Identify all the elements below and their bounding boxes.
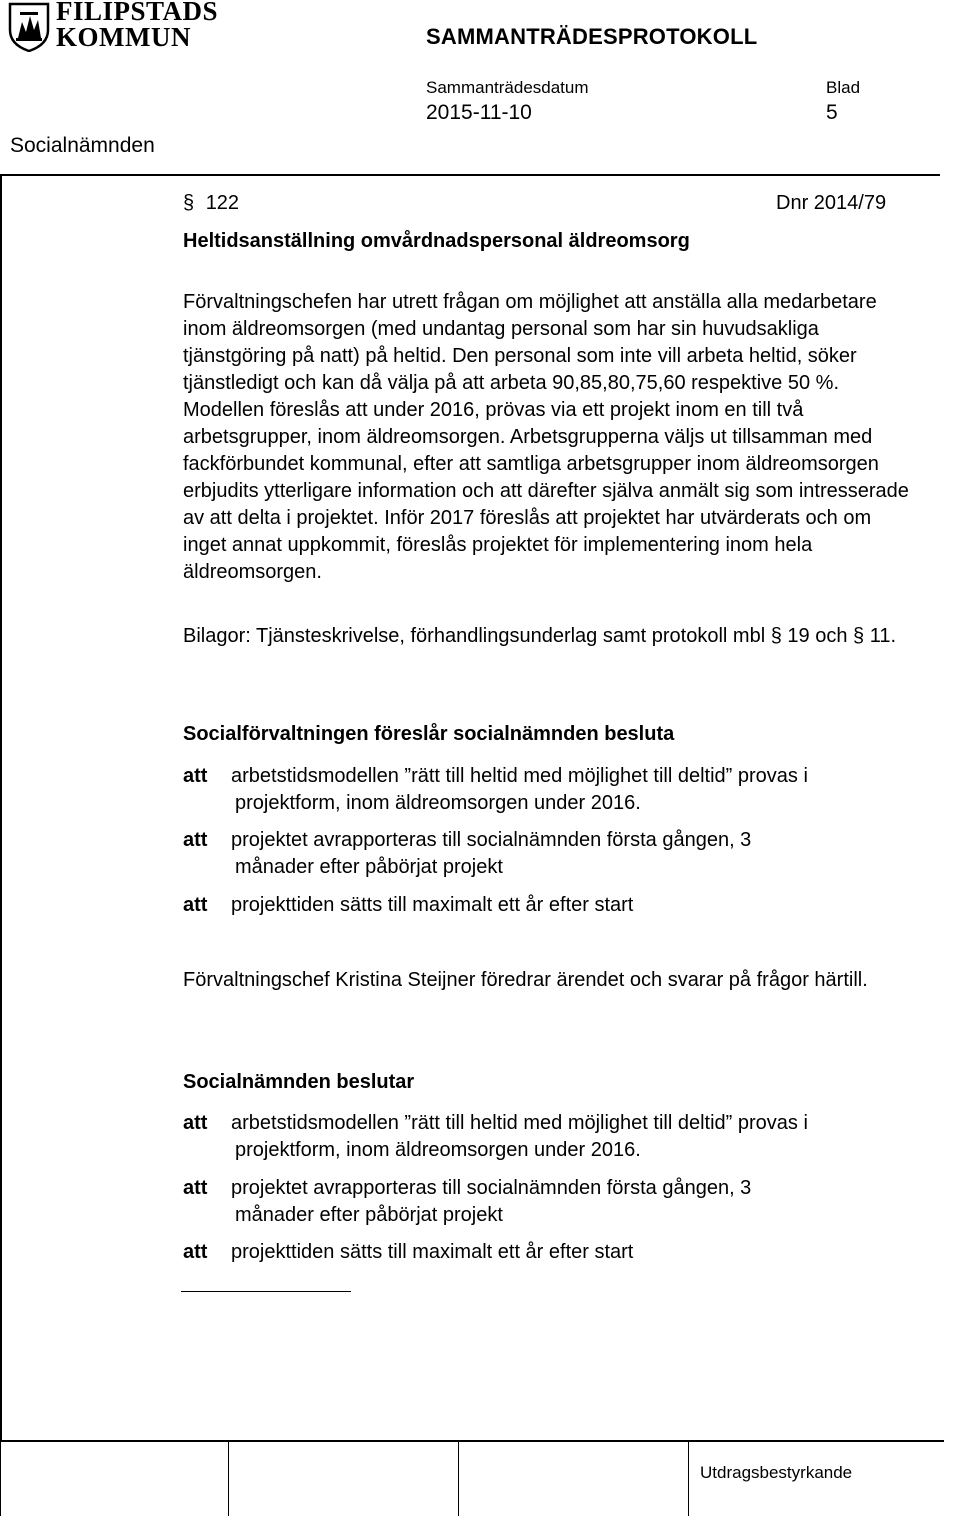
proposal-item — [183, 763, 913, 817]
item-line: arbetstidsmodellen ”rätt till heltid med möjlighet till deltid” provas i — [231, 1112, 808, 1134]
proposal-item — [183, 827, 913, 881]
meeting-date-label: Sammanträdesdatum — [426, 78, 589, 97]
item-line: projektet avrapporteras till socialnämnden första gången, 3 — [231, 1177, 752, 1199]
presentation-text: Förvaltningschef Kristina Steijner föredrar ärendet och svarar på frågor härtill. — [183, 969, 868, 991]
footer-cell-divider — [228, 1440, 229, 1516]
item-line: månader efter påbörjat projekt — [235, 856, 503, 878]
attachments-ref-2: 11. — [869, 625, 897, 647]
header-divider — [0, 174, 940, 176]
item-line: projektet avrapporteras till socialnämnden första gången, 3 — [231, 829, 752, 851]
decision-item — [183, 1175, 913, 1229]
committee-name: Socialnämnden — [10, 134, 155, 157]
section-symbol: § — [853, 625, 865, 647]
item-line: projekttiden sätts till maximalt ett år efter start — [231, 894, 634, 916]
attachments-and: och — [815, 625, 848, 647]
case-number: Dnr 2014/79 — [776, 192, 887, 214]
proposal-item — [183, 892, 913, 919]
attachments-text: Bilagor: Tjänsteskrivelse, förhandlingsunderlag samt protokoll mbl — [183, 625, 766, 647]
paragraph-number-value: 122 — [205, 192, 240, 214]
certification-label: Utdragsbestyrkande — [700, 1463, 853, 1482]
decision-item — [183, 1239, 913, 1266]
att-label: att — [183, 894, 208, 916]
item-line: projektform, inom äldreomsorgen under 2016. — [235, 792, 641, 814]
coat-of-arms-icon — [8, 2, 50, 52]
att-label: att — [183, 1177, 208, 1199]
municipality-logo — [8, 0, 218, 52]
att-label: att — [183, 765, 208, 787]
item-line: projekttiden sätts till maximalt ett år efter start — [231, 1241, 634, 1263]
proposal-heading: Socialförvaltningen föreslår socialnämnden besluta — [183, 723, 675, 745]
page-label: Blad — [826, 78, 861, 97]
left-margin-line — [0, 174, 2, 1440]
municipality-name: FILIPSTADS KOMMUN — [56, 0, 219, 52]
meeting-date: 2015-11-10 — [426, 101, 532, 124]
decision-heading: Socialnämnden beslutar — [183, 1071, 415, 1093]
att-label: att — [183, 829, 208, 851]
decision-item — [183, 1110, 913, 1164]
item-line: projektform, inom äldreomsorgen under 2016. — [235, 1139, 641, 1161]
page-number: 5 — [826, 101, 838, 124]
footer-cell-divider — [688, 1440, 689, 1516]
body-text: Förvaltningschefen har utrett frågan om möjlighet att anställa alla medarbetare inom äldreomsorgen (med undantag personal som har sin huvudsakliga tjänstgöring på natt) på heltid. Den personal som inte vill arbeta heltid, söker tjänstledigt och kan då välja på att arbeta 90,85,80,75,60 respektive 50 %. Modellen föreslås att under 2016, prövas via ett projekt inom en till två arbetsgrupper, inom äldreomsorgen. Arbetsgrupperna väljs ut tillsamman med fackförbundet kommunal, efter att samtliga arbetsgrupper inom äldreomsorgen erbjudits ytterligare information och att därefter själva anmält sig som intresserade av att delta i projektet. Inför 2017 föreslås att projektet har utvärderats och om inget annat uppkommit, föreslås projektet för implementering inom hela äldreomsorgen. — [183, 291, 909, 583]
footer-cell-divider — [458, 1440, 459, 1516]
att-label: att — [183, 1241, 208, 1263]
item-line: månader efter påbörjat projekt — [235, 1204, 503, 1226]
paragraph-title: Heltidsanställning omvårdnadspersonal äldreomsorg — [183, 230, 690, 252]
document-type: SAMMANTRÄDESPROTOKOLL — [426, 24, 758, 49]
attachments-line — [183, 623, 913, 650]
section-symbol: § — [770, 625, 782, 647]
section-symbol: § — [183, 192, 195, 214]
paragraph-number — [183, 192, 239, 215]
attachments-ref-1: 19 — [787, 625, 810, 647]
footer-cell-divider — [0, 1440, 1, 1516]
att-label: att — [183, 1112, 208, 1134]
end-of-section-line — [181, 1291, 351, 1292]
item-line: arbetstidsmodellen ”rätt till heltid med möjlighet till deltid” provas i — [231, 765, 808, 787]
